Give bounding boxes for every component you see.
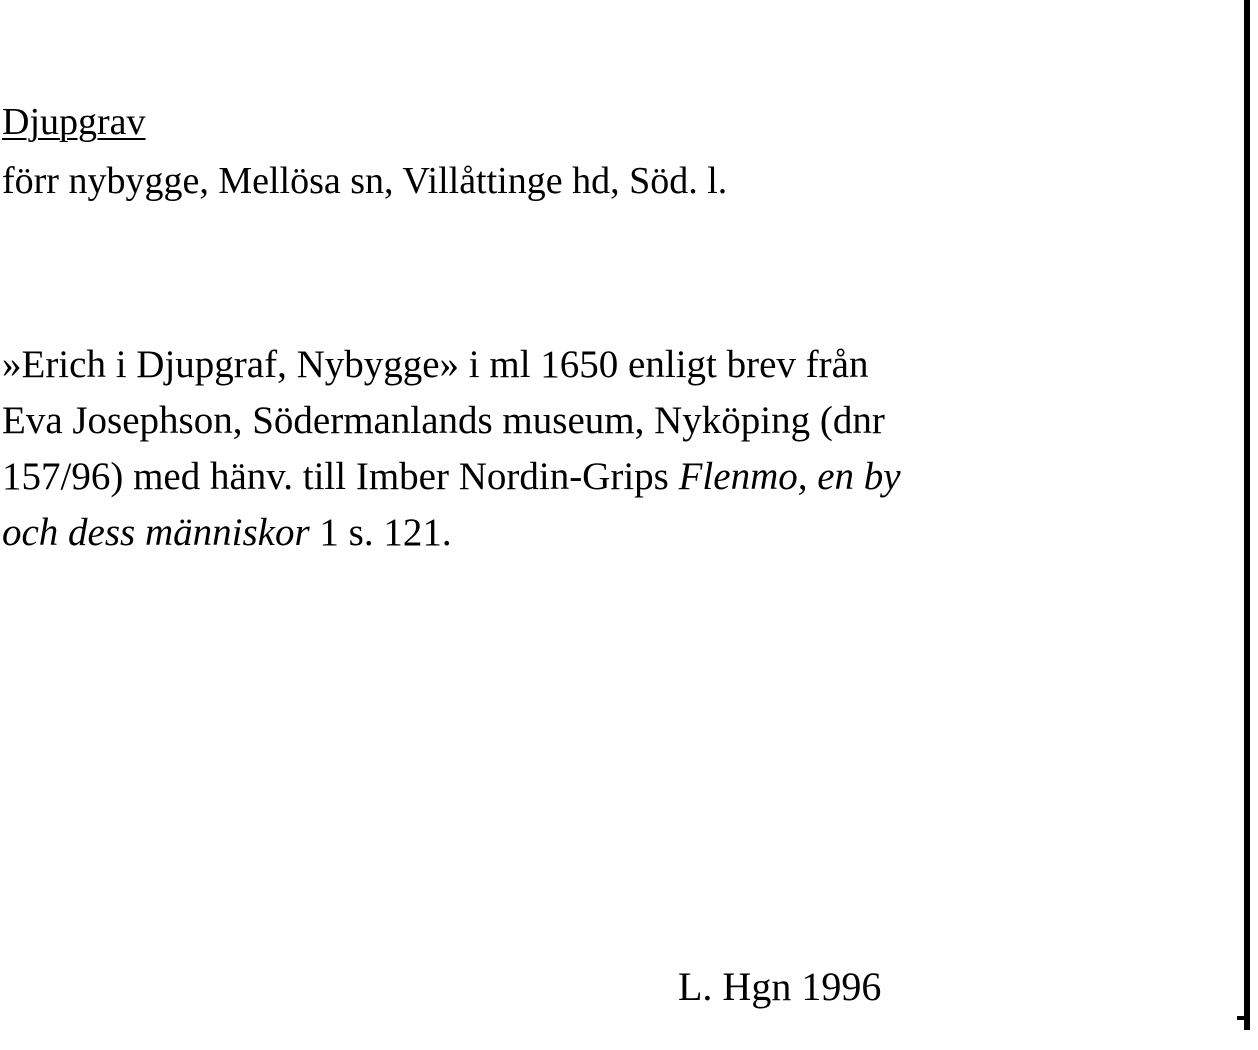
source-note-line-1: »Erich i Djupgraf, Nybygge» i ml 1650 enligt brev från [2,343,869,386]
card-right-edge [1244,0,1250,1030]
source-note-line-2: Eva Josephson, Södermanlands museum, Nyköping (dnr [2,399,885,442]
book-title-part-1: Flenmo, en by [678,455,901,498]
locality-description: förr nybygge, Mellösa sn, Villåttinge hd, Söd. l. [2,160,728,202]
card-edge-tick [1237,1016,1247,1020]
source-note-line-4: och dess människor 1 s. 121. [2,511,452,554]
signature: L. Hgn 1996 [678,964,882,1009]
headword: Djupgrav [2,101,146,143]
source-note-line-3: 157/96) med hänv. till Imber Nordin-Grips Flenmo, en by [2,455,901,498]
source-note [2,337,1182,561]
book-title-part-2: och dess människor [2,511,310,554]
